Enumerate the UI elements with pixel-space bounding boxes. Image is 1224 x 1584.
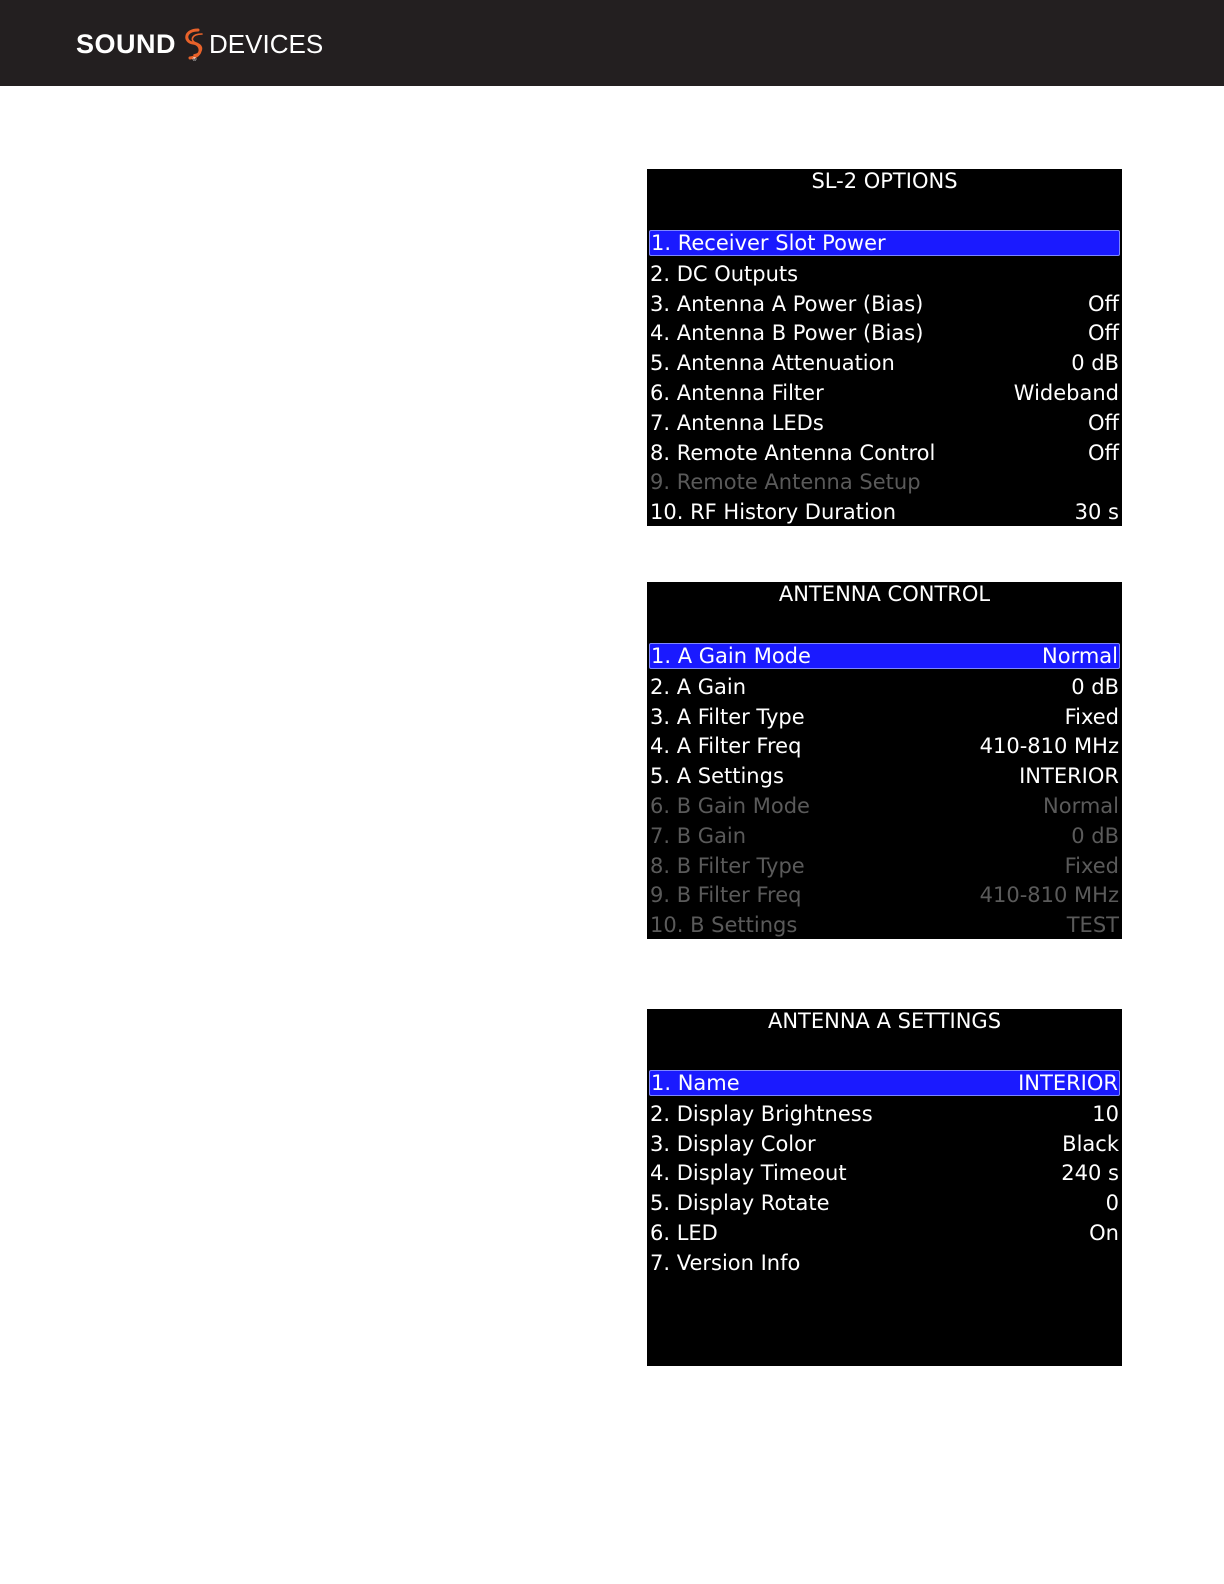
menu-item[interactable] bbox=[649, 643, 1120, 669]
menu-item-value: 0 dB bbox=[1071, 674, 1119, 699]
menu-item[interactable] bbox=[649, 1249, 1120, 1277]
menu-item[interactable] bbox=[649, 1070, 1120, 1096]
sound-devices-swirl-icon bbox=[178, 26, 208, 62]
menu-item-label: 6. LED bbox=[650, 1221, 718, 1245]
menu-item-value: 410-810 MHz bbox=[979, 883, 1119, 908]
menu-item[interactable] bbox=[649, 732, 1120, 760]
menu-item-label: 5. A Settings bbox=[650, 764, 784, 789]
menu-item[interactable] bbox=[649, 230, 1120, 256]
menu-item-label: 5. Antenna Attenuation bbox=[650, 351, 895, 376]
menu-item-value: On bbox=[1089, 1221, 1119, 1245]
menu-item[interactable] bbox=[649, 498, 1120, 526]
menu-item-label: 10. B Settings bbox=[650, 913, 798, 938]
menu-item[interactable] bbox=[649, 379, 1120, 407]
antenna-control-screen bbox=[647, 582, 1122, 939]
menu-item-value: 10 bbox=[1092, 1101, 1119, 1126]
menu-item-label: 9. B Filter Freq bbox=[650, 883, 802, 908]
menu-item-value: TEST bbox=[1066, 913, 1119, 938]
menu-item-value: Off bbox=[1088, 291, 1119, 316]
menu-item-label: 4. A Filter Freq bbox=[650, 734, 802, 759]
menu-item-value: Wideband bbox=[1013, 381, 1119, 405]
menu-item-value: 410-810 MHz bbox=[979, 734, 1119, 759]
menu-item-label: 10. RF History Duration bbox=[650, 500, 897, 525]
menu-item-value: Black bbox=[1062, 1131, 1119, 1156]
menu-item-value: Normal bbox=[1043, 794, 1119, 818]
menu-item-value: 240 s bbox=[1061, 1161, 1119, 1186]
screen-title: ANTENNA A SETTINGS bbox=[767, 1009, 1002, 1033]
menu-item-label: 3. Display Color bbox=[650, 1131, 816, 1156]
header-bar bbox=[0, 0, 1224, 86]
svg-text:®: ® bbox=[192, 57, 198, 62]
menu-item[interactable] bbox=[649, 439, 1120, 467]
menu-item bbox=[649, 911, 1120, 939]
menu-item[interactable] bbox=[649, 1130, 1120, 1158]
menu-item-value: 30 s bbox=[1074, 500, 1119, 525]
menu-item-value: Off bbox=[1088, 410, 1119, 435]
menu-item[interactable] bbox=[649, 703, 1120, 731]
menu-item-label: 3. Antenna A Power (Bias) bbox=[650, 291, 924, 316]
menu-item-value: INTERIOR bbox=[1018, 1071, 1118, 1095]
menu-item[interactable] bbox=[649, 1100, 1120, 1128]
menu-item bbox=[649, 822, 1120, 850]
menu-item-label: 8. B Filter Type bbox=[650, 853, 805, 878]
menu-item bbox=[649, 468, 1120, 496]
menu-item bbox=[649, 881, 1120, 909]
menu-item[interactable] bbox=[649, 290, 1120, 318]
menu-item bbox=[649, 792, 1120, 820]
menu-item-value: 0 bbox=[1105, 1191, 1119, 1216]
menu-item-label: 8. Remote Antenna Control bbox=[650, 440, 936, 465]
sound-devices-logo bbox=[76, 24, 323, 64]
menu-item-label: 2. DC Outputs bbox=[650, 261, 799, 286]
menu-item-value: INTERIOR bbox=[1019, 764, 1119, 789]
menu-item[interactable] bbox=[649, 409, 1120, 437]
menu-item-label: 7. Antenna LEDs bbox=[650, 410, 824, 435]
antenna-a-settings-screen bbox=[647, 1009, 1122, 1366]
menu-item-label: 3. A Filter Type bbox=[650, 704, 805, 729]
menu-item-value: Off bbox=[1088, 321, 1119, 346]
screen-title: ANTENNA CONTROL bbox=[778, 582, 991, 606]
menu-item-label: 4. Display Timeout bbox=[650, 1161, 847, 1186]
menu-item[interactable] bbox=[649, 319, 1120, 347]
logo-word-sound: SOUND bbox=[76, 28, 177, 59]
menu-item-label: 4. Antenna B Power (Bias) bbox=[650, 321, 924, 346]
logo-word-devices: DEVICES bbox=[209, 28, 324, 59]
menu-item-label: 6. Antenna Filter bbox=[650, 381, 824, 405]
menu-item-value: Fixed bbox=[1064, 853, 1119, 878]
menu-item-value: Normal bbox=[1042, 644, 1118, 668]
menu-item[interactable] bbox=[649, 1219, 1120, 1247]
menu-item-value: Off bbox=[1088, 440, 1119, 465]
menu-item bbox=[649, 852, 1120, 880]
menu-item-label: 1. A Gain Mode bbox=[651, 644, 811, 668]
menu-item-label: 9. Remote Antenna Setup bbox=[650, 470, 921, 495]
menu-item[interactable] bbox=[649, 1189, 1120, 1217]
menu-item-value: 0 dB bbox=[1071, 823, 1119, 848]
menu-item-value: 0 dB bbox=[1071, 351, 1119, 376]
menu-item-label: 6. B Gain Mode bbox=[650, 794, 810, 818]
menu-item-label: 1. Name bbox=[651, 1071, 740, 1095]
screen-title: SL-2 OPTIONS bbox=[811, 169, 958, 193]
menu-item[interactable] bbox=[649, 1159, 1120, 1187]
menu-item[interactable] bbox=[649, 673, 1120, 701]
menu-item-value: Fixed bbox=[1064, 704, 1119, 729]
menu-item-label: 7. B Gain bbox=[650, 823, 747, 848]
menu-item[interactable] bbox=[649, 762, 1120, 790]
menu-item-label: 1. Receiver Slot Power bbox=[651, 231, 886, 255]
menu-item-label: 2. A Gain bbox=[650, 674, 747, 699]
menu-item-label: 5. Display Rotate bbox=[650, 1191, 830, 1216]
menu-item[interactable] bbox=[649, 349, 1120, 377]
menu-item[interactable] bbox=[649, 260, 1120, 288]
menu-item-label: 7. Version Info bbox=[650, 1250, 801, 1275]
sl2-options-screen bbox=[647, 169, 1122, 526]
menu-item-label: 2. Display Brightness bbox=[650, 1101, 873, 1126]
